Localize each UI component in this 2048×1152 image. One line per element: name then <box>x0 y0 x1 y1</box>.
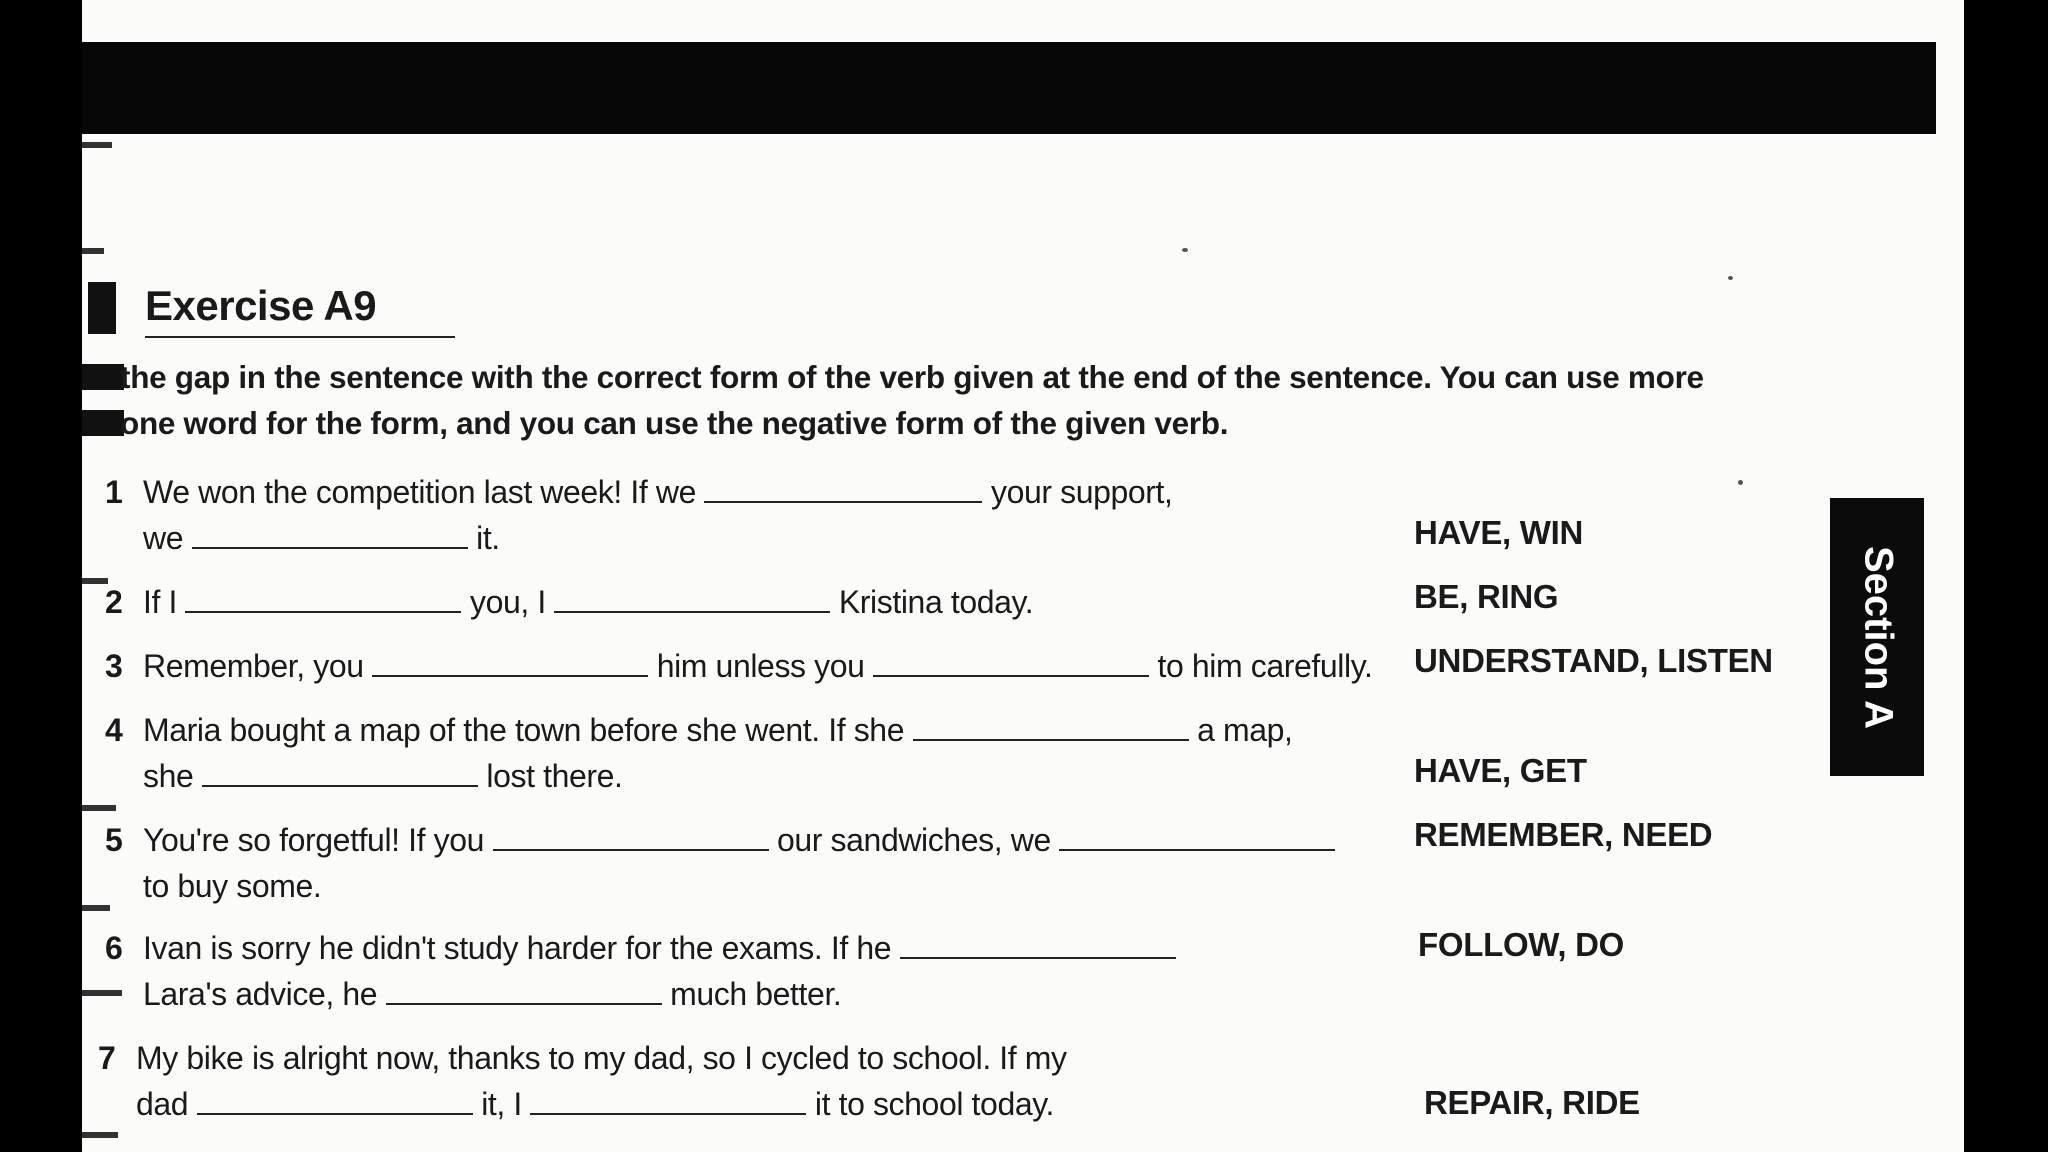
scan-smudge <box>82 410 124 436</box>
exercise-title: Exercise A9 <box>145 282 377 329</box>
scan-mark <box>82 142 112 148</box>
sentence-text: You're so forgetful! If you <box>143 822 485 858</box>
sentence-text: We won the competition last week! If we <box>143 474 696 510</box>
answer-blank[interactable] <box>386 977 662 1005</box>
instructions-line-1: the gap in the sentence with the correct form of the verb given at the end of the sentence. You can use more <box>120 359 1704 395</box>
scan-smudge <box>82 364 124 390</box>
answer-blank[interactable] <box>372 649 648 677</box>
sentence-text: lost there. <box>486 758 623 794</box>
item-1-line-1 <box>143 474 1173 511</box>
scan-speck <box>1728 276 1733 280</box>
page-top-black-band <box>82 42 1936 134</box>
scan-mark <box>82 1132 118 1138</box>
item-7-line-2 <box>136 1086 1054 1123</box>
sentence-text: your support, <box>990 474 1173 510</box>
sentence-text: Lara's advice, he <box>143 976 378 1012</box>
item-number: 6 <box>105 930 123 966</box>
verb-prompt: HAVE, WIN <box>1414 514 1584 551</box>
answer-blank[interactable] <box>704 475 982 503</box>
scan-mark <box>82 905 110 911</box>
item-7-line-1: My bike is alright now, thanks to my dad, so I cycled to school. If my <box>136 1040 1067 1076</box>
exercise-instructions <box>120 354 1760 446</box>
title-marker <box>88 282 116 334</box>
scan-speck <box>1738 480 1743 485</box>
answer-blank[interactable] <box>493 823 769 851</box>
verb-prompt: FOLLOW, DO <box>1418 926 1624 963</box>
item-number: 7 <box>98 1040 116 1076</box>
item-3-line <box>143 648 1372 685</box>
instructions-line-2: one word for the form, and you can use the negative form of the given verb. <box>120 405 1229 441</box>
answer-blank[interactable] <box>554 585 830 613</box>
answer-blank[interactable] <box>185 585 461 613</box>
sentence-text: Remember, you <box>143 648 364 684</box>
item-number: 1 <box>105 474 123 510</box>
item-1-line-2 <box>143 520 500 557</box>
answer-blank[interactable] <box>530 1087 806 1115</box>
item-number: 3 <box>105 648 123 684</box>
item-number: 2 <box>105 584 123 620</box>
verb-prompt: REPAIR, RIDE <box>1424 1084 1640 1121</box>
answer-blank[interactable] <box>873 649 1149 677</box>
sentence-text: you, I <box>469 584 546 620</box>
scan-mark <box>82 990 122 996</box>
section-tab-label: Section A <box>1856 545 1901 729</box>
sentence-text: a map, <box>1197 712 1293 748</box>
item-6-line-1 <box>143 930 1176 967</box>
answer-blank[interactable] <box>1059 823 1335 851</box>
answer-blank[interactable] <box>192 521 468 549</box>
sentence-text: we <box>143 520 184 556</box>
item-4-line-2 <box>143 758 623 795</box>
sentence-text: our sandwiches, we <box>777 822 1051 858</box>
sentence-text: Maria bought a map of the town before she went. If she <box>143 712 905 748</box>
answer-blank[interactable] <box>913 713 1189 741</box>
answer-blank[interactable] <box>197 1087 473 1115</box>
sentence-text: to him carefully. <box>1157 648 1373 684</box>
scan-mark <box>82 248 104 254</box>
verb-prompt: REMEMBER, NEED <box>1414 816 1713 853</box>
sentence-text: it, I <box>481 1086 522 1122</box>
title-underline <box>145 336 455 338</box>
sentence-text: Kristina today. <box>838 584 1034 620</box>
verb-prompt: UNDERSTAND, LISTEN <box>1414 642 1773 679</box>
scan-speck <box>1182 248 1188 252</box>
answer-blank[interactable] <box>202 759 478 787</box>
sentence-text: it to school today. <box>814 1086 1054 1122</box>
verb-prompt: HAVE, GET <box>1414 752 1587 789</box>
sentence-text: Ivan is sorry he didn't study harder for the exams. If he <box>143 930 892 966</box>
sentence-text: it. <box>476 520 500 556</box>
sentence-text: If I <box>143 584 177 620</box>
item-number: 4 <box>105 712 123 748</box>
item-4-line-1 <box>143 712 1293 749</box>
verb-prompt: BE, RING <box>1414 578 1559 615</box>
scan-mark <box>82 805 116 811</box>
sentence-text: him unless you <box>656 648 865 684</box>
item-2-line <box>143 584 1033 621</box>
item-number: 5 <box>105 822 123 858</box>
item-6-line-2 <box>143 976 841 1013</box>
answer-blank[interactable] <box>900 931 1176 959</box>
item-5-line-1 <box>143 822 1335 859</box>
item-5-line-2: to buy some. <box>143 868 322 904</box>
workbook-page <box>82 0 1964 1152</box>
sentence-text: she <box>143 758 194 794</box>
sentence-text: dad <box>136 1086 189 1122</box>
sentence-text: much better. <box>670 976 842 1012</box>
